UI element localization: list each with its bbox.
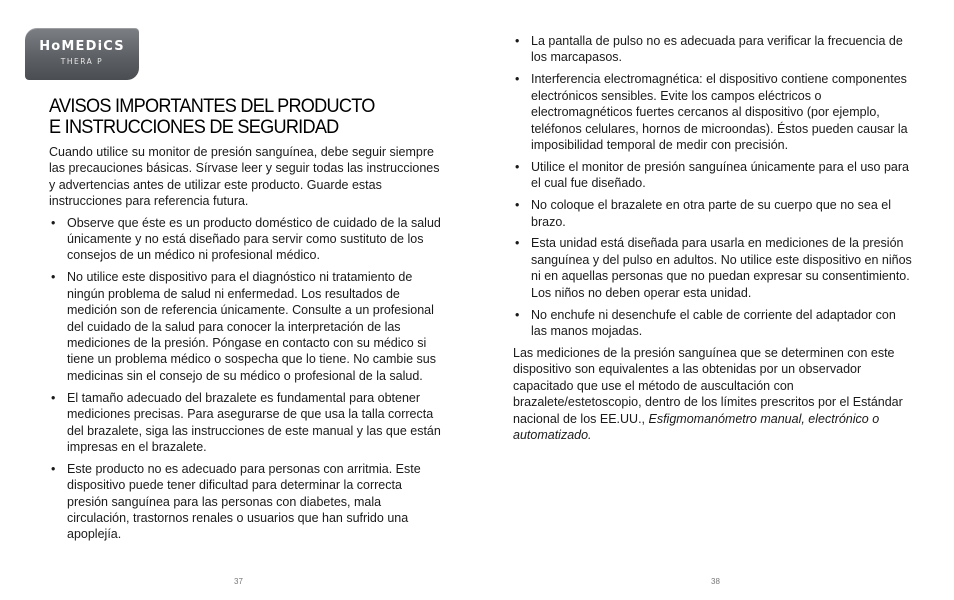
bullet-dot-icon: •	[515, 198, 520, 213]
logo-brand-text: HoMEDiCS	[39, 39, 125, 54]
list-item-text: No utilice este dispositivo para el diagnóstico ni tratamiento de ningún problema de salud ni enfermedad. Los resultados de medición son de referencia únicamente. Consulte a un profesional del cuidado de la salud para conocer la interpretación de las mediciones de la presión. Póngase en contacto con su médico si tiene un problema médico o sospecha que lo tiene. No cambie sus medicinas sin el consejo de su médico o profesional de la salud.	[67, 270, 436, 383]
list-item	[513, 159, 913, 192]
list-item	[513, 33, 913, 66]
bullet-dot-icon: •	[51, 461, 56, 476]
page-number-right: 38	[711, 577, 720, 586]
list-item-text: Observe que éste es un producto doméstico de cuidado de la salud únicamente y no está diseñado para servir como sustituto de los consejos de un médico ni profesional médico.	[67, 215, 441, 263]
bullet-dot-icon: •	[515, 307, 520, 322]
list-item-text: No enchufe ni desenchufe el cable de corriente del adaptador con las manos mojadas.	[531, 307, 896, 338]
logo-sub-text: THERA P	[60, 57, 104, 66]
bullet-dot-icon: •	[515, 72, 520, 87]
list-item	[513, 235, 913, 301]
homedics-logo	[25, 28, 139, 80]
bullet-dot-icon: •	[515, 34, 520, 48]
list-item	[513, 71, 913, 153]
list-item	[49, 461, 441, 543]
list-item-text: No coloque el brazalete en otra parte de su cuerpo que no sea el brazo.	[531, 198, 891, 229]
page-title	[49, 96, 421, 138]
list-item	[49, 390, 441, 456]
list-item	[513, 197, 913, 230]
bullet-dot-icon: •	[51, 390, 56, 405]
list-item-text: Esta unidad está diseñada para usarla en mediciones de la presión sanguínea y del pulso en adultos. No utilice este dispositivo en niños ni en aquellas personas que no puedan expresar su consentimiento. Los niños no deben operar esta unidad.	[531, 236, 912, 300]
list-item-text: Este producto no es adecuado para personas con arritmia. Este dispositivo puede tener dificultad para determinar la correcta presión sanguínea para las personas con diabetes, mala circulación, trastornos renales o usuarios que han sufrido una apoplejía.	[67, 461, 421, 542]
closing-italic-text: Esfigmomanómetro manual, electrónico o automatizado.	[513, 411, 880, 442]
list-item-text: Utilice el monitor de presión sanguínea únicamente para el uso para el cual fue diseñado.	[531, 159, 910, 191]
title-line-2: E INSTRUCCIONES DE SEGURIDAD	[49, 116, 339, 138]
bullet-dot-icon: •	[51, 270, 56, 285]
list-item	[49, 215, 441, 264]
list-item-text: La pantalla de pulso no es adecuada para verificar la frecuencia de los marcapasos.	[531, 34, 903, 65]
right-bullet-list	[513, 33, 913, 339]
title-line-1: AVISOS IMPORTANTES DEL PRODUCTO	[49, 95, 375, 117]
left-column	[49, 144, 441, 548]
list-item	[513, 307, 913, 340]
page-number-left: 37	[234, 577, 243, 586]
closing-text: Las mediciones de la presión sanguínea que se determinen con este dispositivo son equivalentes a las obtenidas por un observador capacitado que use el método de auscultación con brazalete/estetoscopio, dentro de los límites prescritos por el Estándar nacional de los EE.UU.,	[513, 345, 903, 426]
list-item	[49, 269, 441, 384]
left-bullet-list	[49, 215, 441, 543]
bullet-dot-icon: •	[515, 159, 520, 174]
bullet-dot-icon: •	[51, 215, 56, 230]
bullet-dot-icon: •	[515, 236, 520, 251]
closing-paragraph	[513, 345, 913, 443]
intro-paragraph: Cuando utilice su monitor de presión sanguínea, debe seguir siempre las precauciones básicas. Sírvase leer y seguir todas las instrucciones y advertencias antes de utilizar este producto. Guarde estas instrucciones para referencia futura.	[49, 145, 440, 209]
list-item-text: El tamaño adecuado del brazalete es fundamental para obtener mediciones precisas. Para asegurarse de que usa la talla correcta del brazalete, siga las instrucciones de este manual y las que están impresas en el brazalete.	[67, 390, 441, 454]
right-column	[513, 33, 913, 448]
list-item-text: Interferencia electromagnética: el dispositivo contiene componentes electrónicos sensibles. Evite los campos eléctricos o electromagnéticos fuertes cercanos al dispositivo (por ejemplo, teléfonos celulares, hornos de microondas). Éstos pueden causar la imposibilidad temporal de medir con precisión.	[531, 72, 908, 152]
